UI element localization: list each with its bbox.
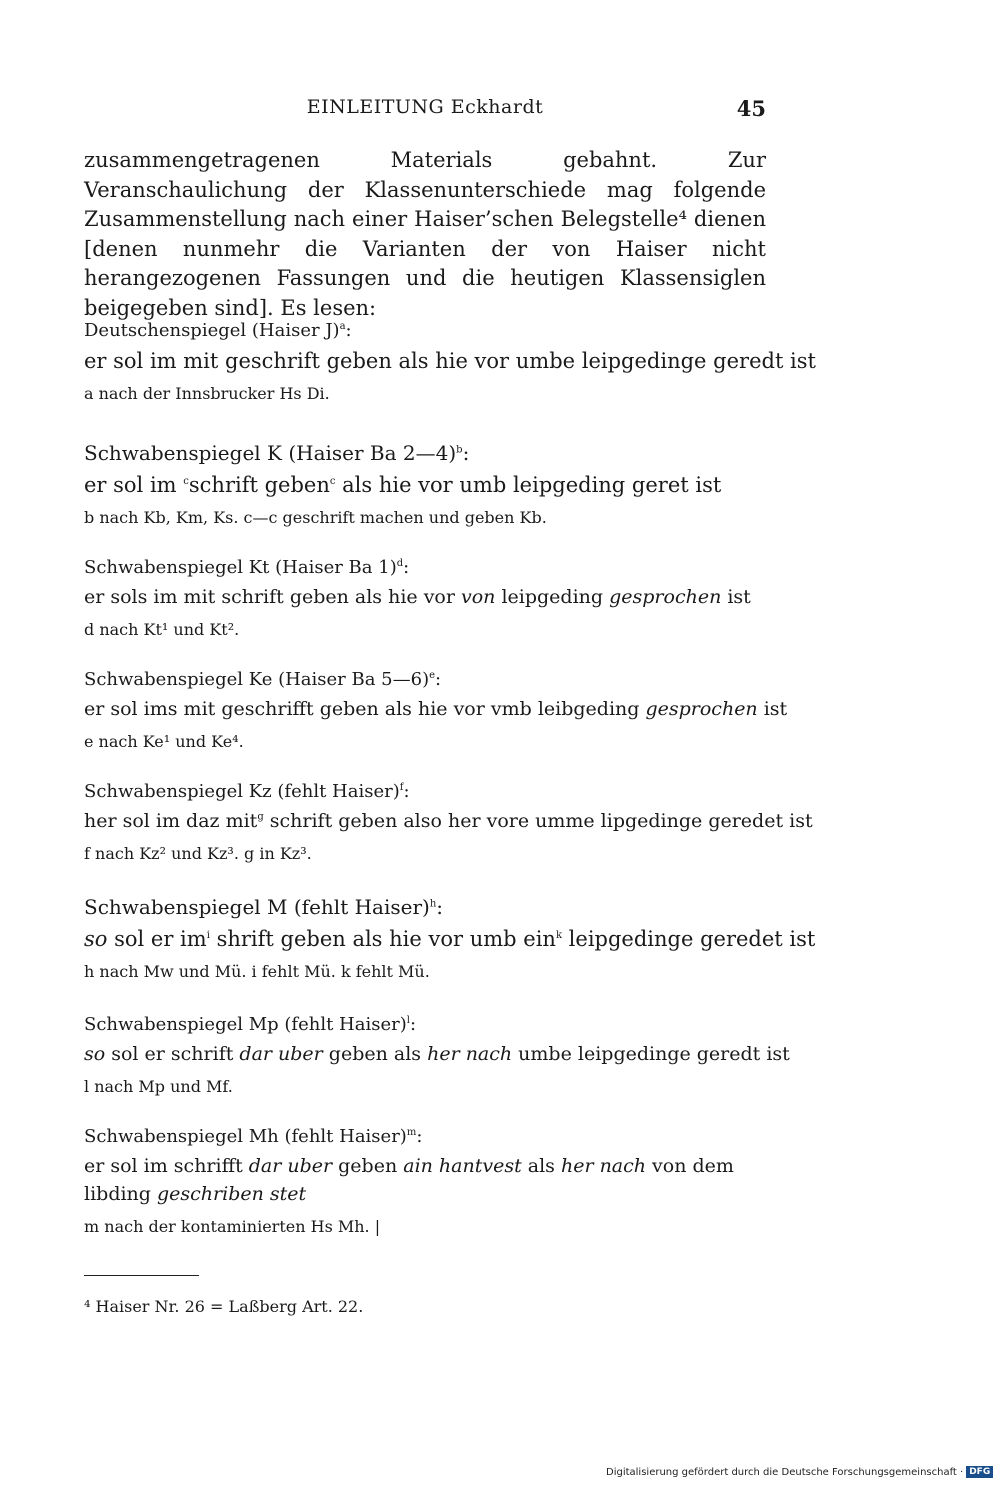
entry-schwabenspiegel-k xyxy=(84,441,784,527)
entry-reading: er sol im $^c$schrift geben$^c$ als hie vor umb leipgeding geret ist xyxy=(84,473,722,497)
page-header xyxy=(84,96,766,126)
footnote-separator xyxy=(84,1275,199,1276)
page-number: 45 xyxy=(736,96,766,121)
entry-schwabenspiegel-kz xyxy=(84,781,813,863)
entry-siglum: Schwabenspiegel M (fehlt Haiser)$^h$: xyxy=(84,895,444,919)
entry-note: e nach Ke¹ und Ke⁴. xyxy=(84,732,244,751)
entry-schwabenspiegel-ke xyxy=(84,669,788,751)
entry-siglum: Schwabenspiegel Kz (fehlt Haiser)$^f$: xyxy=(84,781,410,802)
entry-reading: er sol im mit geschrift geben als hie vor umbe leipgedinge geredt ist xyxy=(84,349,816,373)
entry-deutschenspiegel xyxy=(84,320,816,403)
entry-schwabenspiegel-mh xyxy=(84,1126,784,1236)
entry-siglum: Schwabenspiegel Mh (fehlt Haiser)$^m$: xyxy=(84,1126,423,1147)
entry-note: f nach Kz² und Kz³. g in Kz³. xyxy=(84,844,312,863)
dfg-logo: DFG xyxy=(966,1466,993,1478)
entry-reading: so sol er $im^i$ shrift geben als hie vor umb ein$^k$ leipgedinge geredet ist xyxy=(84,927,816,951)
entry-note: m nach der kontaminierten Hs Mh. | xyxy=(84,1217,381,1236)
running-head: EINLEITUNG Eckhardt xyxy=(306,96,544,118)
entry-note: h nach Mw und Mü. i fehlt Mü. k fehlt Mü. xyxy=(84,962,430,981)
entry-schwabenspiegel-m xyxy=(84,895,816,981)
footnote: ⁴ Haiser Nr. 26 = Laßberg Art. 22. xyxy=(84,1297,364,1316)
entry-reading: so sol er schrift dar uber geben als her nach umbe leipgedinge geredt ist xyxy=(84,1043,790,1065)
entry-note: b nach Kb, Km, Ks. c—c geschrift machen und geben Kb. xyxy=(84,508,547,527)
entry-siglum: Schwabenspiegel Mp (fehlt Haiser)$^l$: xyxy=(84,1014,417,1035)
entry-note: l nach Mp und Mf. xyxy=(84,1077,233,1096)
entry-reading: er sol ims mit geschrifft geben als hie vor vmb leibgeding gesprochen ist xyxy=(84,698,788,720)
entry-siglum: Schwabenspiegel Ke (Haiser Ba 5—6)$^e$: xyxy=(84,669,442,690)
entry-reading: her sol im daz mit$^g$ schrift geben also her vore umme lipgedinge geredet ist xyxy=(84,810,813,832)
entry-reading: er sols im mit schrift geben als hie vor von leipgeding gesprochen ist xyxy=(84,586,751,608)
entry-reading: er sol im schrifft dar uber geben ain hantvest als her nach von dem libding geschriben stet xyxy=(84,1155,734,1205)
digitization-credit xyxy=(606,1466,993,1478)
entry-siglum: Deutschenspiegel (Haiser J)$^a$: xyxy=(84,320,352,341)
entry-siglum: Schwabenspiegel K (Haiser Ba 2—4)$^b$: xyxy=(84,441,470,465)
entry-note: d nach Kt¹ und Kt². xyxy=(84,620,240,639)
entry-schwabenspiegel-kt xyxy=(84,557,784,639)
entry-schwabenspiegel-mp xyxy=(84,1014,790,1096)
credit-text: Digitalisierung gefördert durch die Deutsche Forschungsgemeinschaft · xyxy=(606,1467,964,1478)
intro-paragraph: zusammengetragenen Materials gebahnt. Zur Veranschaulichung der Klassenunterschiede mag folgende Zusammenstellung nach einer Haiser’schen Belegstelle⁴ dienen [denen nunmehr die Varianten der von Haiser nicht herangezogenen Fassungen und die heutigen Klassensiglen beigegeben sind]. Es lesen: xyxy=(84,148,766,320)
entry-siglum: Schwabenspiegel Kt (Haiser Ba 1)$^d$: xyxy=(84,557,410,578)
entry-note: a nach der Innsbrucker Hs Di. xyxy=(84,384,330,403)
